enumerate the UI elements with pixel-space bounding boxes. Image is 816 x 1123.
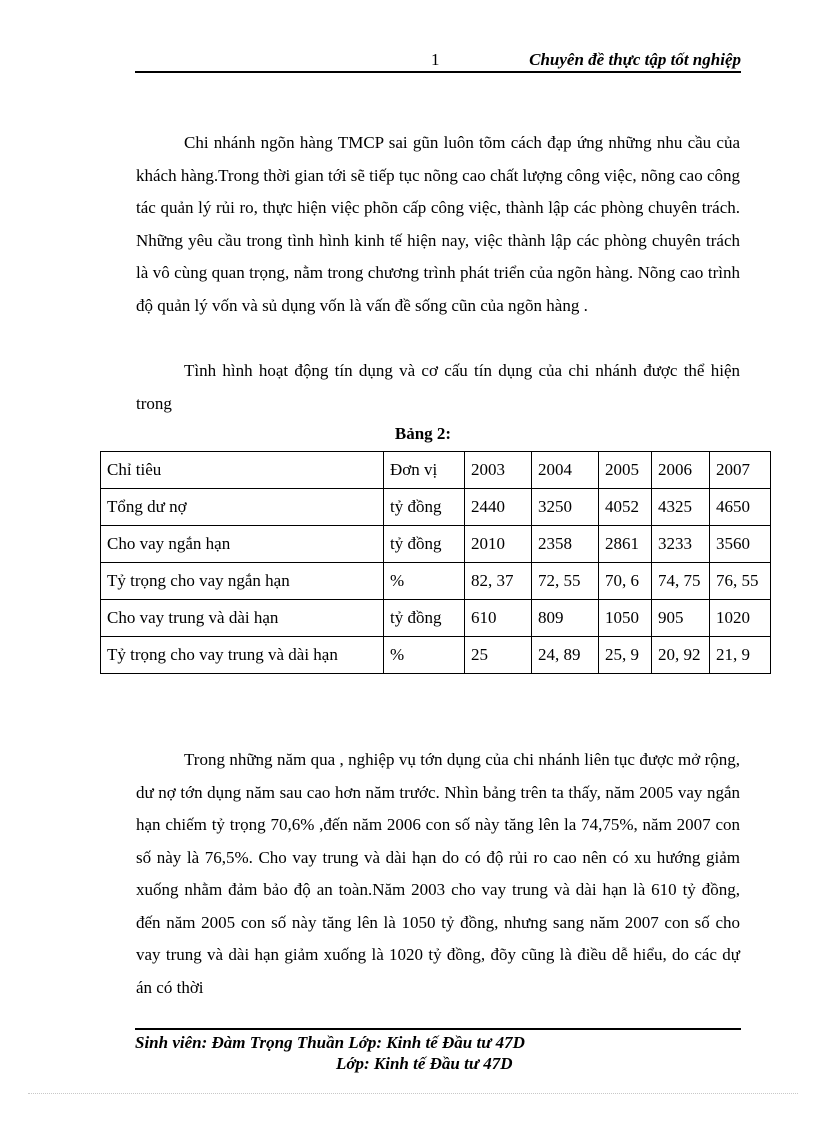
page-number: 1: [431, 50, 440, 69]
table-cell: Cho vay ngắn hạn: [101, 526, 384, 563]
table-cell: 3233: [652, 526, 710, 563]
table-row: [101, 563, 771, 600]
table-cell: %: [384, 637, 465, 674]
header-rule: [135, 71, 741, 73]
table-cell: tỷ đồng: [384, 489, 465, 526]
table-cell: 610: [465, 600, 532, 637]
table-cell: 4325: [652, 489, 710, 526]
table-header-row: [101, 452, 771, 489]
table-cell: 76, 55: [710, 563, 771, 600]
footer-class-line: Lớp: Kinh tế Đầu tư 47D: [336, 1054, 513, 1073]
table-cell: 1050: [599, 600, 652, 637]
table-cell: 2440: [465, 489, 532, 526]
table-cell: tỷ đồng: [384, 600, 465, 637]
footer-rule: [135, 1028, 741, 1030]
table-cell: 74, 75: [652, 563, 710, 600]
table-row: [101, 600, 771, 637]
page-bottom-divider: [28, 1093, 798, 1094]
table-cell: 72, 55: [532, 563, 599, 600]
table-header-cell: 2006: [652, 452, 710, 489]
table-cell: Tổng dư nợ: [101, 489, 384, 526]
table-header-cell: 2003: [465, 452, 532, 489]
table-row: [101, 489, 771, 526]
table-cell: 25, 9: [599, 637, 652, 674]
table-cell: 809: [532, 600, 599, 637]
paragraph-3: Trong những năm qua , nghiệp vụ tớn dụng của chi nhánh liên tục được mở rộng, dư nợ tớn dụng năm sau cao hơn năm trước. Nhìn bảng trên ta thấy, năm 2005 vay ngắn hạn chiếm tỷ trọng 70,6% ,đến năm 2006 con số này tăng lên la 74,75%, năm 2007 con số này là 76,5%. Cho vay trung và dài hạn do có độ rủi ro cao nên có xu hướng giảm xuống nhằm đảm bảo độ an toàn.Năm 2003 cho vay trung và dài hạn là 610 tỷ đồng, đến năm 2005 con số này tăng lên là 1050 tỷ đồng, nhưng sang năm 2007 con số cho vay trung và dài hạn giảm xuống là 1020 tỷ đồng, đõy cũng là điều dễ hiểu, do các dự án có thời: [136, 750, 740, 997]
footer-student-line: Sinh viên: Đàm Trọng Thuần Lớp: Kinh tế Đầu tư 47D: [135, 1033, 525, 1052]
table-cell: 70, 6: [599, 563, 652, 600]
table-cell: Tỷ trọng cho vay trung và dài hạn: [101, 637, 384, 674]
paragraph-1: Chi nhánh ngõn hàng TMCP sai gũn luôn tõm cách đạp ứng những nhu cầu của khách hàng.Trong thời gian tới sẽ tiếp tục nõng cao chất lượng công việc, nõng cao công tác quản lý rủi ro, thực hiện việc phõn cấp công việc, thành lập các phòng chuyên trách. Những yêu cầu trong tình hình kinh tế hiện nay, việc thành lập các phòng chuyên trách là vô cùng quan trọng, nằm trong chương trình phát triển của ngõn hàng. Nõng cao trình độ quản lý vốn và sủ dụng vốn là vấn đề sống cũn của ngõn hàng .: [136, 133, 740, 315]
table-header-cell: 2007: [710, 452, 771, 489]
table-cell: tỷ đồng: [384, 526, 465, 563]
table-cell: 82, 37: [465, 563, 532, 600]
table-row: [101, 526, 771, 563]
table-cell: 2861: [599, 526, 652, 563]
table-cell: Cho vay trung và dài hạn: [101, 600, 384, 637]
table-cell: 1020: [710, 600, 771, 637]
table-cell: 3560: [710, 526, 771, 563]
table-cell: 21, 9: [710, 637, 771, 674]
table-row: [101, 637, 771, 674]
table-cell: 2358: [532, 526, 599, 563]
table-cell: 905: [652, 600, 710, 637]
table-cell: 25: [465, 637, 532, 674]
table-cell: 4650: [710, 489, 771, 526]
table-cell: %: [384, 563, 465, 600]
table-header-cell: Đơn vị: [384, 452, 465, 489]
table-cell: 4052: [599, 489, 652, 526]
table-cell: Tỷ trọng cho vay ngắn hạn: [101, 563, 384, 600]
page-header: [135, 48, 741, 72]
table-caption: Bảng 2:: [394, 424, 452, 443]
header-title: Chuyên đề thực tập tốt nghiệp: [529, 50, 741, 69]
paragraph-2: Tình hình hoạt động tín dụng và cơ cấu tín dụng của chi nhánh được thể hiện trong: [136, 361, 740, 413]
table-cell: 20, 92: [652, 637, 710, 674]
table-header-cell: Chỉ tiêu: [101, 452, 384, 489]
table-cell: 3250: [532, 489, 599, 526]
table-header-cell: 2004: [532, 452, 599, 489]
credit-table: [100, 451, 771, 674]
table-header-cell: 2005: [599, 452, 652, 489]
table-cell: 2010: [465, 526, 532, 563]
table-cell: 24, 89: [532, 637, 599, 674]
